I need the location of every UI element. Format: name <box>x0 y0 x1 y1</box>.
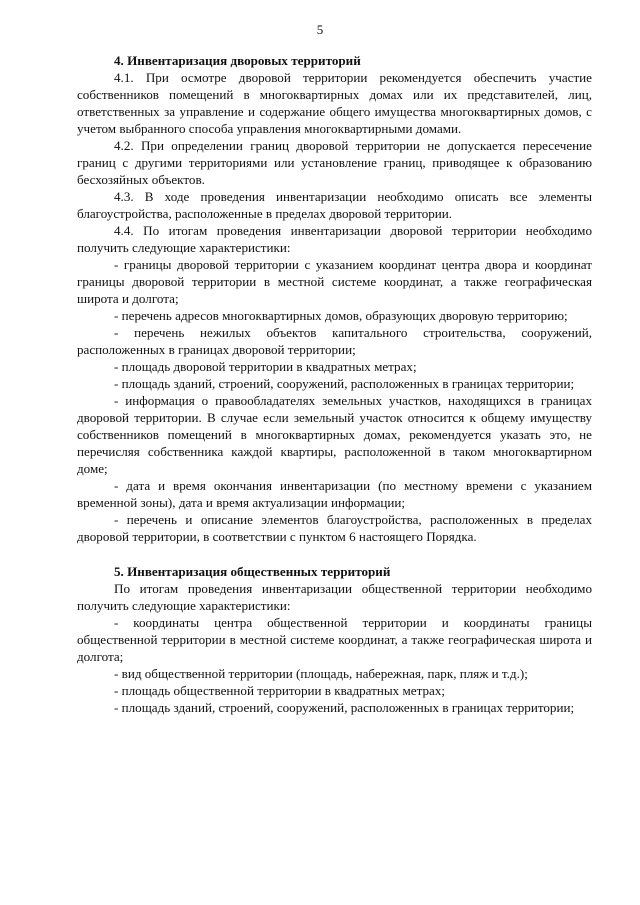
list-item: - дата и время окончания инвентаризации (по местному времени с указанием временной зоны), дата и время актуализации информации; <box>77 478 592 510</box>
paragraph-4-3: 4.3. В ходе проведения инвентаризации необходимо описать все элементы благоустройства, расположенные в пределах дворовой территории. <box>77 189 592 221</box>
section-spacer <box>77 545 592 563</box>
document-body <box>77 52 592 716</box>
list-item: - площадь зданий, строений, сооружений, расположенных в границах территории; <box>114 376 575 391</box>
list-item: - вид общественной территории (площадь, набережная, парк, пляж и т.д.); <box>114 666 528 681</box>
section-5-heading: 5. Инвентаризация общественных территорий <box>114 564 391 579</box>
list-item: - координаты центра общественной территории и координаты границы общественной территории в местной системе координат, а также географическая широта и долгота; <box>77 615 592 664</box>
list-item: - перечень нежилых объектов капитального строительства, сооружений, расположенных в границах дворовой территории; <box>77 325 592 357</box>
list-item: - площадь общественной территории в квадратных метрах; <box>114 683 446 698</box>
list-item: - информация о правообладателях земельных участков, находящихся в границах дворовой территории. В случае если земельный участок относится к общему имуществу собственников помещений в многоквартирных домах, рекомендуется указать это, не перечисляя собственника каждой квартиры, расположенной в таком многоквартирном доме; <box>77 393 592 476</box>
list-item: - перечень адресов многоквартирных домов, образующих дворовую территорию; <box>114 308 568 323</box>
paragraph-4-4: 4.4. По итогам проведения инвентаризации дворовой территории необходимо получить следующие характеристики: <box>77 223 592 255</box>
list-item: - площадь дворовой территории в квадратных метрах; <box>114 359 417 374</box>
paragraph-4-2: 4.2. При определении границ дворовой территории не допускается пересечение границ с другими территориями или установление границ, приводящее к образованию бесхозяйных объектов. <box>77 138 592 187</box>
list-item: - границы дворовой территории с указанием координат центра двора и координат границы дворовой территории в местной системе координат, а также географическая широта и долгота; <box>77 257 592 306</box>
paragraph-4-1: 4.1. При осмотре дворовой территории рекомендуется обеспечить участие собственников помещений в многоквартирных домах или их представителей, лиц, ответственных за управление и содержание общего имущества многоквартирных домов, с учетом выбранного способа управления многоквартирными домами. <box>77 70 592 136</box>
paragraph-5-intro: По итогам проведения инвентаризации общественной территории необходимо получить следующие характеристики: <box>77 581 592 613</box>
section-4-heading: 4. Инвентаризация дворовых территорий <box>114 53 361 68</box>
list-item: - перечень и описание элементов благоустройства, расположенных в пределах дворовой территории, в соответствии с пунктом 6 настоящего Порядка. <box>77 512 592 544</box>
list-item: - площадь зданий, строений, сооружений, расположенных в границах территории; <box>114 700 575 715</box>
page-number: 5 <box>316 22 324 37</box>
